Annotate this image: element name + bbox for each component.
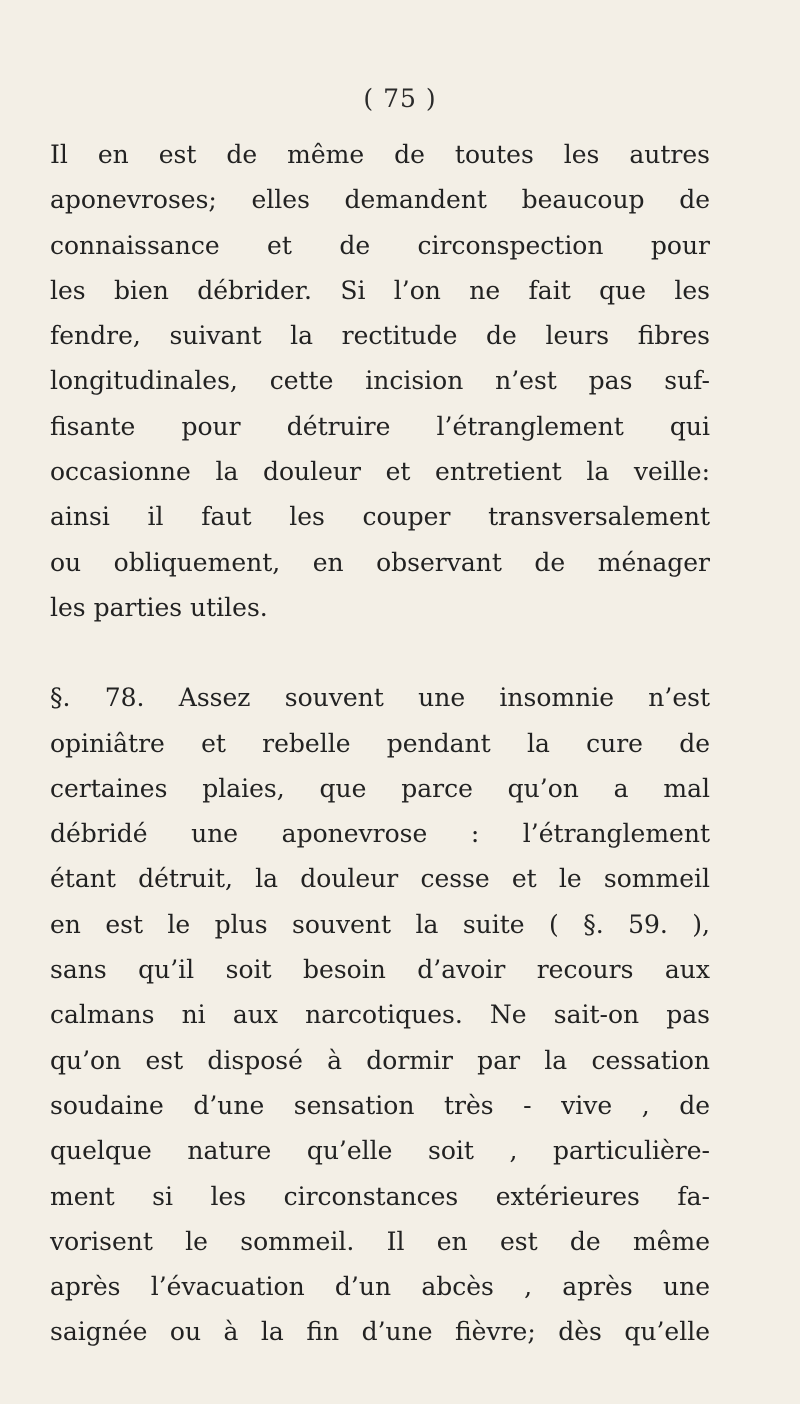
- text-line: qu’on est disposé à dormir par la cessation: [50, 1045, 710, 1075]
- text-line: étant détruit, la douleur cesse et le sommeil: [50, 864, 710, 894]
- body-text: [50, 132, 710, 1355]
- text-line: calmans ni aux narcotiques. Ne sait-on pas: [50, 1000, 710, 1030]
- text-line: ainsi il faut les couper transversalement: [50, 502, 710, 532]
- paragraph-gap: [50, 630, 710, 675]
- text-line: occasionne la douleur et entretient la veille:: [50, 457, 710, 487]
- text-line: débridé une aponevrose : l’étranglement: [50, 819, 710, 849]
- paragraph-1: [50, 132, 710, 630]
- text-line: opiniâtre et rebelle pendant la cure de: [50, 728, 710, 758]
- text-line: aponevroses; elles demandent beaucoup de: [50, 185, 710, 215]
- text-line: soudaine d’une sensation très - vive , de: [50, 1090, 710, 1120]
- text-line: après l’évacuation d’un abcès , après une: [50, 1272, 710, 1302]
- text-line: connaissance et de circonspection pour: [50, 230, 710, 260]
- text-line: §. 78. Assez souvent une insomnie n’est: [50, 683, 710, 713]
- text-line: les parties utiles.: [50, 592, 268, 622]
- text-line: sans qu’il soit besoin d’avoir recours aux: [50, 955, 710, 985]
- text-line: ment si les circonstances extérieures fa-: [50, 1181, 710, 1211]
- text-line: les bien débrider. Si l’on ne fait que les: [50, 275, 710, 305]
- text-line: fendre, suivant la rectitude de leurs fibres: [50, 321, 710, 351]
- text-line: saignée ou à la fin d’une fièvre; dès qu’elle: [50, 1317, 710, 1347]
- text-line: Il en est de même de toutes les autres: [50, 140, 710, 169]
- text-line: quelque nature qu’elle soit , particulière-: [50, 1136, 710, 1166]
- text-line: longitudinales, cette incision n’est pas suf-: [50, 366, 710, 396]
- text-line: vorisent le sommeil. Il en est de même: [50, 1226, 710, 1256]
- text-line: certaines plaies, que parce qu’on a mal: [50, 773, 710, 803]
- paragraph-2: [50, 675, 710, 1354]
- text-line: fisante pour détruire l’étranglement qui: [50, 411, 710, 441]
- text-line: en est le plus souvent la suite ( §. 59. ),: [50, 909, 710, 939]
- page-number: ( 75 ): [363, 84, 437, 113]
- text-line: ou obliquement, en observant de ménager: [50, 547, 710, 577]
